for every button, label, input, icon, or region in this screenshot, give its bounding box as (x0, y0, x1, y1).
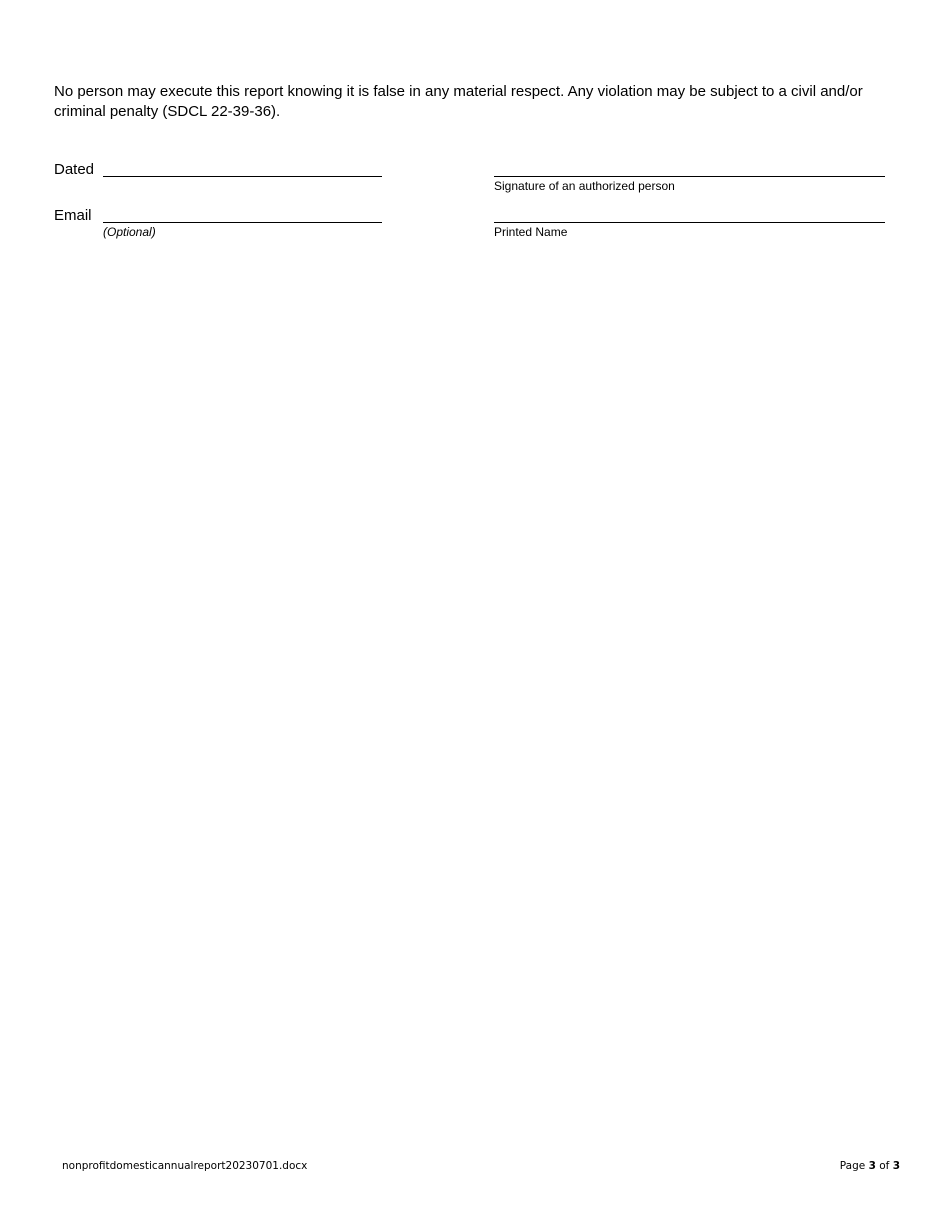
printed-name-input-line[interactable] (494, 222, 885, 223)
page-word: Page (839, 1160, 866, 1172)
email-input-line[interactable] (103, 222, 382, 223)
dated-input-line[interactable] (103, 176, 382, 177)
page-current: 3 (868, 1160, 876, 1172)
printed-name-caption: Printed Name (494, 225, 568, 239)
page-total: 3 (892, 1160, 900, 1172)
page-of: of (879, 1160, 890, 1172)
penalty-statement: No person may execute this report knowing it is false in any material respect. Any violation may be subject to a civil and/or criminal penalty (SDCL 22-39-36). (54, 83, 863, 120)
email-label: Email (54, 207, 92, 224)
footer-page-number (840, 1159, 900, 1173)
signature-input-line[interactable] (494, 176, 885, 177)
signature-caption: Signature of an authorized person (494, 179, 675, 193)
dated-label: Dated (54, 161, 95, 178)
footer-filename: nonprofitdomesticannualreport20230701.docx (62, 1160, 308, 1172)
email-optional-note: (Optional) (103, 225, 156, 239)
